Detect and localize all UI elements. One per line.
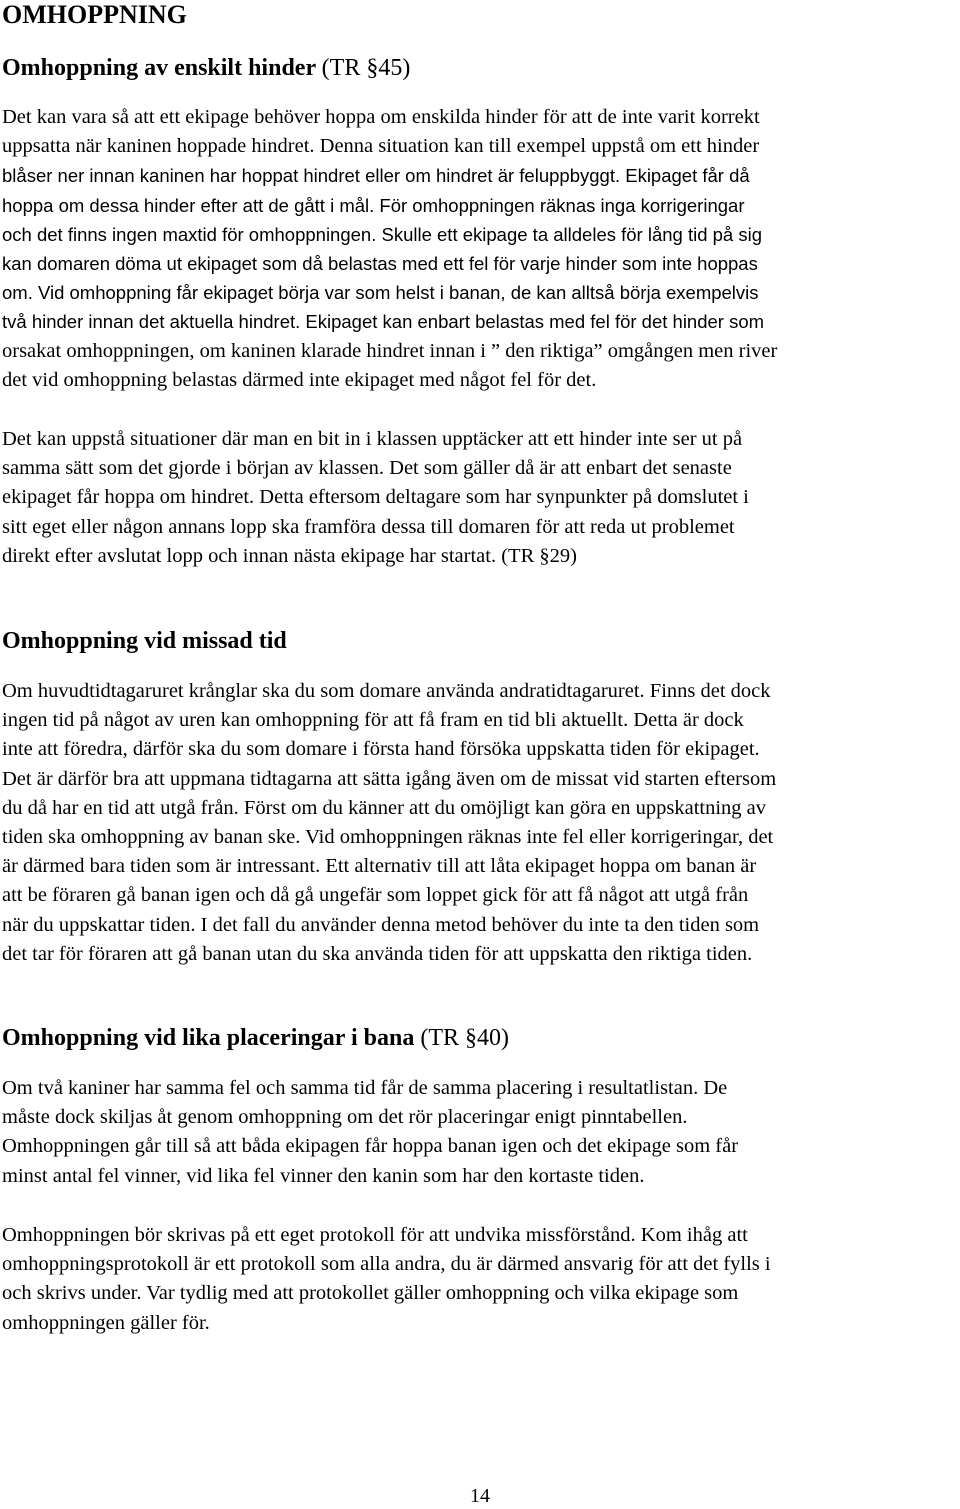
paragraph-line: hoppa om dessa hinder efter att de gått i mål. För omhoppningen räknas inga korrigeringar <box>2 194 745 216</box>
paragraph-line: direkt efter avslutat lopp och innan nästa ekipage har startat. (TR §29) <box>2 544 577 567</box>
section-heading-enskilt-hinder <box>2 53 410 83</box>
paragraph-enskilt-hinder-2 <box>2 425 749 571</box>
paragraph-missad-tid-1 <box>2 677 776 969</box>
section-heading-reference: (TR §40) <box>420 1025 509 1051</box>
paragraph-line: uppsatta när kaninen hoppade hindret. Denna situation kan till exempel uppstå om ett hinder <box>2 135 760 158</box>
page-title: OMHOPPNING <box>2 0 187 29</box>
paragraph-line: Om två kaniner har samma fel och samma tid får de samma placering i resultatlistan. De <box>2 1077 728 1099</box>
page-number: 14 <box>470 1485 490 1507</box>
paragraph-lika-placeringar-2 <box>2 1221 771 1338</box>
paragraph-line: att be föraren gå banan igen och då gå ungefär som loppet gick för att få något att utgå från <box>2 884 749 907</box>
paragraph-line: och skrivs under. Var tydlig med att protokollet gäller omhoppning och vilka ekipage som <box>2 1282 739 1305</box>
paragraph-line: om. Vid omhoppning får ekipaget börja var som helst i banan, de kan alltså börja exempelvis <box>2 282 759 304</box>
section-heading-text: Omhoppning av enskilt hinder <box>2 55 316 81</box>
paragraph-line: när du uppskattar tiden. I det fall du använder denna metod behöver du inte ta den tiden som <box>2 913 760 936</box>
paragraph-line: två hinder innan det aktuella hindret. Ekipaget kan enbart belastas med fel för det hinder som <box>2 311 765 333</box>
paragraph-line: minst antal fel vinner, vid lika fel vinner den kanin som har den kortaste tiden. <box>2 1164 645 1187</box>
paragraph-line: samma sätt som det gjorde i början av klassen. Det som gäller då är att enbart det senaste <box>2 457 732 480</box>
section-heading-text: Omhoppning vid missad tid <box>2 628 287 654</box>
paragraph-line: omhoppningen gäller för. <box>2 1311 210 1334</box>
paragraph-line: du då har en tid att utgå från. Först om du känner att du omöjligt kan göra en uppskattning av <box>2 796 767 819</box>
paragraph-enskilt-hinder-1 <box>2 103 777 395</box>
paragraph-line: Omhoppningen går till så att båda ekipagen får hoppa banan igen och det ekipage som får <box>2 1135 739 1158</box>
paragraph-line: orsakat omhoppningen, om kaninen klarade hindret innan i ” den riktiga” omgången men river <box>2 339 778 362</box>
paragraph-line: kan domaren döma ut ekipaget som då belastas med ett fel för varje hinder som inte hoppas <box>2 253 758 275</box>
paragraph-lika-placeringar-1 <box>2 1074 738 1191</box>
section-heading-reference: (TR §45) <box>321 55 411 81</box>
paragraph-line: Det kan vara så att ett ekipage behöver hoppa om enskilda hinder för att de inte varit korrekt <box>2 106 760 128</box>
paragraph-line: och det finns ingen maxtid för omhoppningen. Skulle ett ekipage ta alldeles för lång tid på sig <box>2 223 763 245</box>
paragraph-line: måste dock skiljas åt genom omhoppning om det rör placeringar enigt pinntabellen. <box>2 1106 688 1129</box>
paragraph-line: blåser ner innan kaninen har hoppat hindret eller om hindret är feluppbyggt. Ekipaget får då <box>2 165 750 187</box>
paragraph-line: det tar för föraren att gå banan utan du ska använda tiden för att uppskatta den riktiga tiden. <box>2 942 753 965</box>
paragraph-line: tiden ska omhoppning av banan ske. Vid omhoppningen räknas inte fel eller korrigeringar, det <box>2 826 774 849</box>
paragraph-line: ingen tid på något av uren kan omhoppning för att få fram en tid bli aktuellt. Detta är dock <box>2 709 744 732</box>
paragraph-line: Det är därför bra att uppmana tidtagarna att sätta igång även om de missat vid starten eftersom <box>2 767 777 790</box>
paragraph-line: omhoppningsprotokoll är ett protokoll som alla andra, du är därmed ansvarig för att det fylls i <box>2 1253 771 1276</box>
section-heading-text: Omhoppning vid lika placeringar i bana <box>2 1025 415 1051</box>
paragraph-line: inte att föredra, därför ska du som domare i första hand försöka uppskatta tiden för ekipaget. <box>2 738 760 761</box>
section-heading-lika-placeringar <box>2 1023 509 1053</box>
paragraph-line: Omhoppningen bör skrivas på ett eget protokoll för att undvika missförstånd. Kom ihåg att <box>2 1224 748 1246</box>
paragraph-line: Om huvudtidtagaruret krånglar ska du som domare använda andratidtagaruret. Finns det dock <box>2 680 771 702</box>
paragraph-line: Det kan uppstå situationer där man en bit in i klassen upptäcker att ett hinder inte ser ut på <box>2 428 743 450</box>
paragraph-line: ekipaget får hoppa om hindret. Detta eftersom deltagare som har synpunkter på domslutet i <box>2 486 749 509</box>
paragraph-line: är därmed bara tiden som är intressant. Ett alternativ till att låta ekipaget hoppa om banan är <box>2 855 757 878</box>
section-heading-missad-tid <box>2 626 287 656</box>
paragraph-line: det vid omhoppning belastas därmed inte ekipaget med något fel för det. <box>2 368 597 391</box>
paragraph-line: sitt eget eller någon annans lopp ska framföra dessa till domaren för att reda ut problemet <box>2 515 735 538</box>
